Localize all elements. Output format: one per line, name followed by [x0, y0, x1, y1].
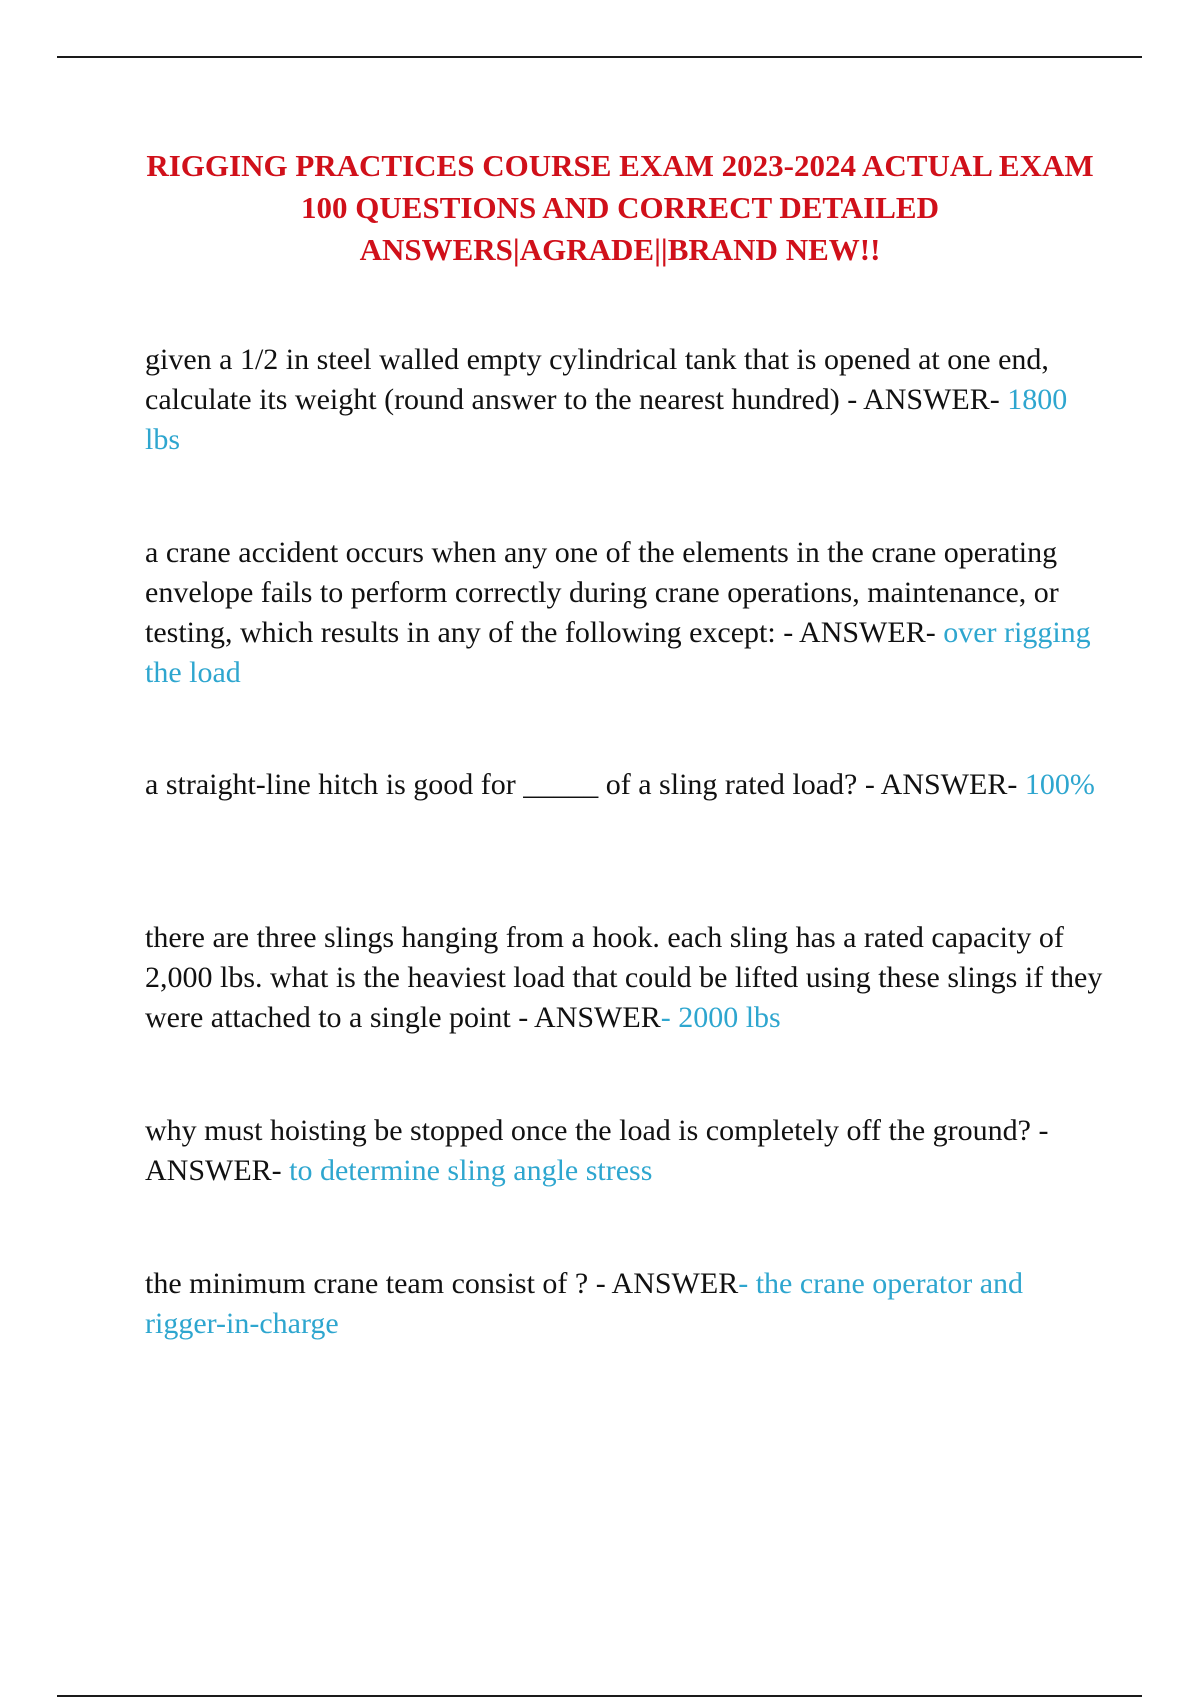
- question-text: given a 1/2 in steel walled empty cylindrical tank that is opened at one end, calculate its weight (round answer to the nearest hundred) - ANSWER-: [145, 343, 1049, 416]
- question-text: why must hoisting be stopped once the load is completely off the ground? - ANSWER-: [145, 1114, 1049, 1187]
- qa-item-4: [145, 918, 1105, 1038]
- qa-item-2: [145, 533, 1105, 693]
- qa-item-1: [145, 340, 1105, 460]
- question-text: there are three slings hanging from a hook. each sling has a rated capacity of 2,000 lbs. what is the heaviest load that could be lifted using these slings if they were attached to a single point - ANSWER: [145, 921, 1103, 1034]
- answer-text: 1800 lbs: [145, 383, 1068, 456]
- answer-text: - the crane operator and rigger-in-charge: [145, 1267, 1024, 1340]
- bottom-divider: [57, 1695, 1142, 1697]
- document-title: RIGGING PRACTICES COURSE EXAM 2023-2024 ACTUAL EXAM 100 QUESTIONS AND CORRECT DETAILED ANSWERS|AGRADE||BRAND NEW!!: [146, 148, 1094, 267]
- top-divider: [57, 56, 1142, 58]
- question-text: a straight-line hitch is good for _____ of a sling rated load? - ANSWER-: [145, 768, 1025, 801]
- question-text: a crane accident occurs when any one of the elements in the crane operating envelope fails to perform correctly during crane operations, maintenance, or testing, which results in any of the following except: - ANSWER-: [145, 536, 1059, 649]
- qa-item-6: [145, 1264, 1105, 1344]
- answer-text: - 2000 lbs: [660, 1001, 781, 1034]
- answer-text: to determine sling angle stress: [289, 1154, 653, 1187]
- answer-text: over rigging the load: [145, 616, 1091, 689]
- question-text: the minimum crane team consist of ? - ANSWER: [145, 1267, 739, 1300]
- qa-item-3: [145, 765, 1105, 805]
- answer-text: 100%: [1024, 768, 1095, 801]
- qa-item-5: [145, 1111, 1105, 1191]
